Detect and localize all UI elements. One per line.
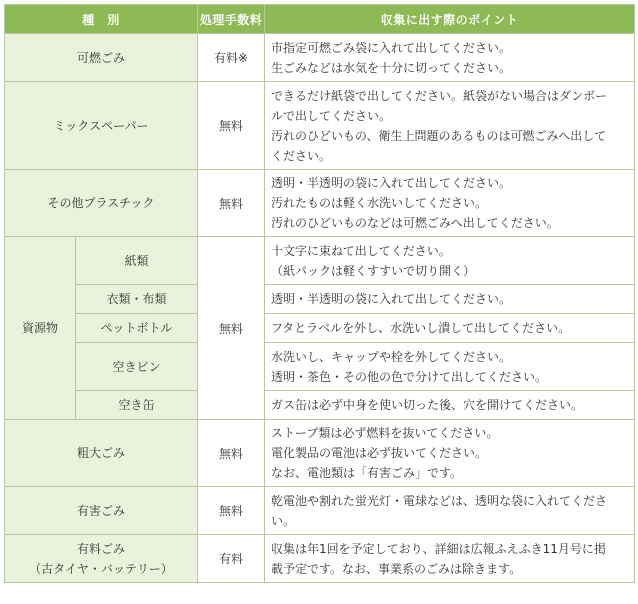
point-line: 乾電池や割れた蛍光灯・電球などは、透明な袋に入れてくださ <box>271 493 608 508</box>
point-line: ストーブ類は必ず燃料を抜いてください。 <box>271 426 499 440</box>
point-line: 載予定です。なお、事業系のごみは除きます。 <box>271 561 522 576</box>
category-paid-subname: （古タイヤ・バッテリー） <box>29 561 173 576</box>
points-paper <box>265 237 635 285</box>
points-mixed-paper <box>265 82 635 170</box>
points-pet-bottles <box>265 314 635 343</box>
point-line: 市指定可燃ごみ袋に入れて出してください。 <box>271 40 512 55</box>
header-fee: 処理手数料 <box>198 5 265 34</box>
points-hazardous <box>265 487 635 535</box>
point-line: できるだけ紙袋で出してください。紙袋がない場合はダンボー <box>271 88 608 103</box>
subcategory-bottles: 空きビン <box>76 343 198 391</box>
point-line: 汚れたものは軽く水洗いしてください。 <box>271 196 488 210</box>
header-type: 種 別 <box>5 5 198 34</box>
point-line: 透明・茶色・その他の色で分けて出してください。 <box>271 369 548 384</box>
point-line: 収集は年1回を予定しており、詳細は広報ふえふき11月号に掲 <box>271 541 606 556</box>
subcategory-clothing: 衣類・布類 <box>76 285 198 314</box>
point-line: 水洗いし、キャップや栓を外してください。 <box>271 349 512 364</box>
point-line: ガス缶は必ず中身を使い切った後、穴を開けてください。 <box>271 398 584 412</box>
points-other-plastic <box>265 170 635 237</box>
table-row <box>5 343 635 391</box>
points-cans <box>265 391 635 420</box>
point-line: ください。 <box>271 148 332 163</box>
subcategory-pet-bottles: ペットボトル <box>76 314 198 343</box>
table-row <box>5 170 635 237</box>
table-header-row <box>5 5 635 34</box>
table-row <box>5 82 635 170</box>
point-line: 透明・半透明の袋に入れて出してください。 <box>271 292 512 306</box>
fee-hazardous: 無料 <box>198 487 265 535</box>
fee-other-plastic: 無料 <box>198 170 265 237</box>
table-row <box>5 487 635 535</box>
category-mixed-paper: ミックスペーパー <box>5 82 198 170</box>
point-line: ルで出してください。 <box>271 108 392 123</box>
category-combustible: 可燃ごみ <box>5 34 198 82</box>
subcategory-paper: 紙類 <box>76 237 198 285</box>
points-bottles <box>265 343 635 391</box>
header-points: 収集に出す際のポイント <box>265 5 635 34</box>
points-paid <box>265 535 635 583</box>
fee-paid: 有料 <box>198 535 265 583</box>
point-line: い。 <box>271 513 296 528</box>
subcategory-cans: 空き缶 <box>76 391 198 420</box>
point-line: 電化製品の電池は必ず抜いてください。 <box>271 446 488 460</box>
category-paid <box>5 535 198 583</box>
fee-resources: 無料 <box>198 237 265 420</box>
point-line: 汚れのひどいものなどは可燃ごみへ出してください。 <box>271 216 559 230</box>
fee-mixed-paper: 無料 <box>198 82 265 170</box>
category-hazardous: 有害ごみ <box>5 487 198 535</box>
fee-combustible: 有料※ <box>198 34 265 82</box>
point-line: （紙パックは軽くすすいで切り開く） <box>271 263 476 278</box>
table-row <box>5 285 635 314</box>
table-row <box>5 420 635 487</box>
table-row <box>5 535 635 583</box>
table-row <box>5 314 635 343</box>
category-bulky: 粗大ごみ <box>5 420 198 487</box>
point-line: 十文字に束ねて出してください。 <box>271 243 451 258</box>
table-row <box>5 237 635 285</box>
points-combustible <box>265 34 635 82</box>
point-line: 透明・半透明の袋に入れて出してください。 <box>271 176 512 190</box>
category-other-plastic: その他プラスチック <box>5 170 198 237</box>
points-bulky <box>265 420 635 487</box>
point-line: フタとラベルを外し、水洗いし潰して出してください。 <box>271 321 571 335</box>
category-paid-name: 有料ごみ <box>77 541 126 556</box>
point-line: 生ごみなどは水気を十分に切ってください。 <box>271 60 512 75</box>
point-line: なお、電池類は「有害ごみ」です。 <box>271 466 463 480</box>
category-resources: 資源物 <box>5 237 76 420</box>
points-clothing <box>265 285 635 314</box>
point-line: 汚れのひどいもの、衛生上問題のあるものは可燃ごみへ出して <box>271 128 607 143</box>
waste-collection-table <box>4 4 635 583</box>
table-row <box>5 34 635 82</box>
table-row <box>5 391 635 420</box>
fee-bulky: 無料 <box>198 420 265 487</box>
